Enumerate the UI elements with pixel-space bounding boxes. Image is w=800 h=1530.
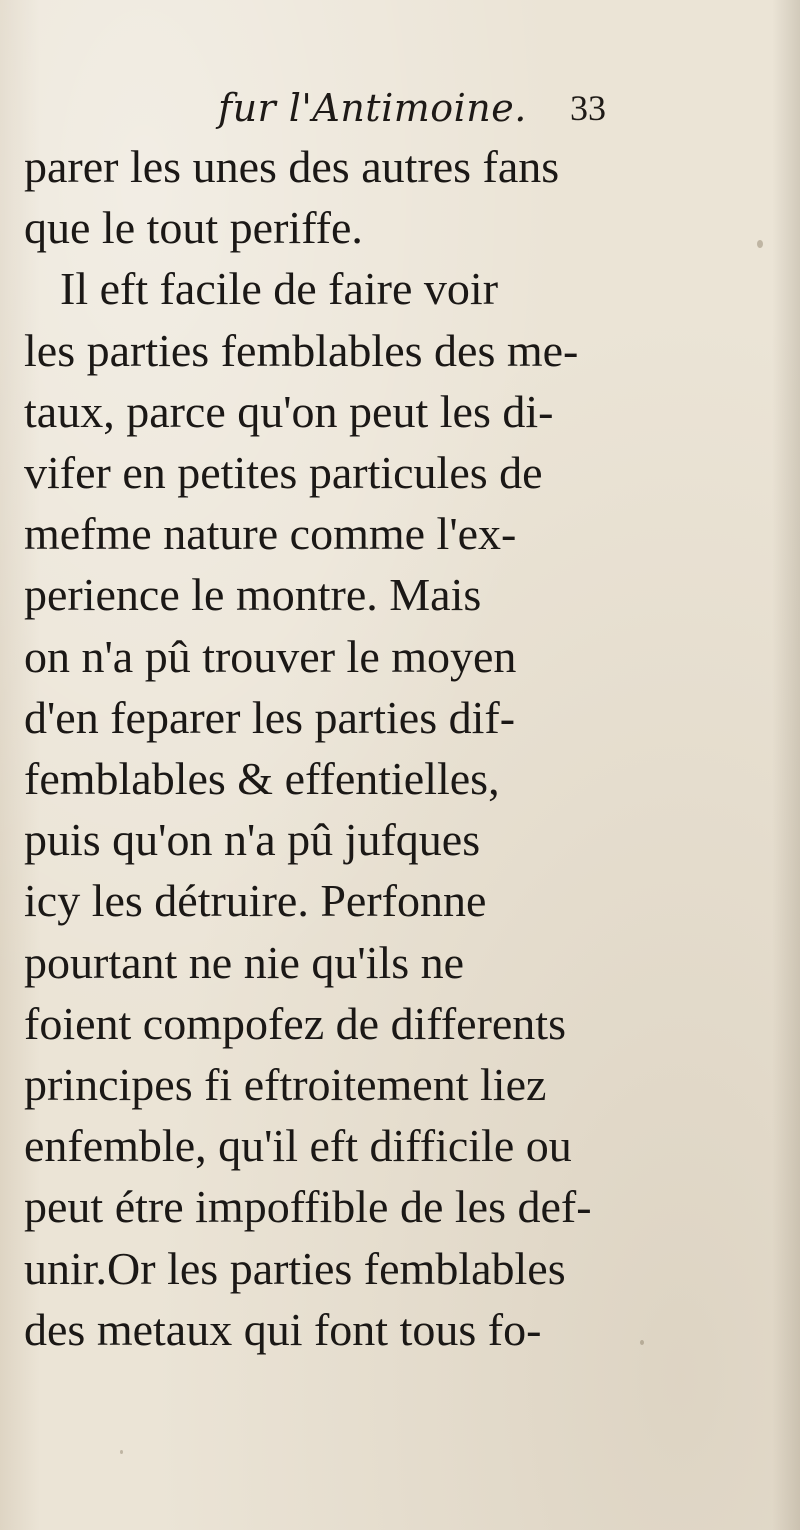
text-line: pourtant ne nie qu'ils ne — [24, 936, 465, 988]
text-line: puis qu'on n'a pû jufques — [24, 814, 481, 866]
text-line: mefme nature comme l'ex- — [24, 508, 517, 560]
text-line: les parties femblables des me- — [24, 324, 579, 376]
text-line: unir.Or les parties femblables — [24, 1242, 566, 1294]
text-line: taux, parce qu'on peut les di- — [24, 385, 554, 437]
running-title: fur l'Antimoine. — [218, 86, 527, 130]
page-header — [0, 82, 800, 142]
text-line: principes fi eftroitement liez — [24, 1059, 547, 1111]
text-line: peut étre impoffible de les def- — [24, 1181, 592, 1233]
text-line: enfemble, qu'il eft difficile ou — [24, 1120, 572, 1172]
body-text — [24, 136, 794, 1360]
text-line: que le tout periffe. — [24, 202, 363, 254]
text-line: Il eft facile de faire voir — [60, 263, 499, 315]
text-line: on n'a pû trouver le moyen — [24, 630, 517, 682]
text-line: icy les détruire. Perfonne — [24, 875, 487, 927]
text-line: parer les unes des autres fans — [24, 141, 560, 192]
text-line: foient compofez de differents — [24, 997, 566, 1049]
paper-speck — [640, 1340, 644, 1345]
text-line: vifer en petites particules de — [24, 447, 543, 499]
text-line: des metaux qui font tous fo- — [24, 1303, 542, 1355]
paper-speck — [757, 240, 763, 248]
paper-speck — [120, 1450, 123, 1454]
text-line: d'en feparer les parties dif- — [24, 691, 516, 743]
text-line: perience le montre. Mais — [24, 569, 482, 621]
page-number: 33 — [570, 88, 606, 128]
text-line: femblables & effentielles, — [24, 753, 500, 805]
